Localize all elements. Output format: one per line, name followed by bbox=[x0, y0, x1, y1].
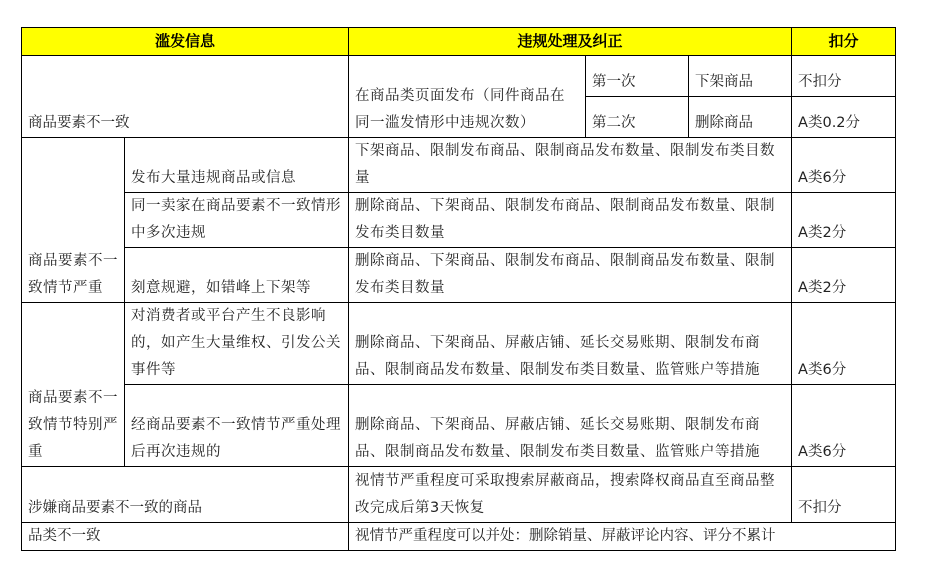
cell-points: A类6分 bbox=[792, 385, 896, 467]
cell-info: 商品要素不一致 bbox=[22, 56, 349, 138]
header-points: 扣分 bbox=[792, 28, 896, 56]
table-row bbox=[22, 467, 896, 523]
table-row bbox=[22, 138, 896, 193]
table-row bbox=[22, 248, 896, 303]
cell-points: A类6分 bbox=[792, 303, 896, 385]
cell-handling: 视情节严重程度可以并处：删除销量、屏蔽评论内容、评分不累计 bbox=[349, 523, 896, 551]
cell-points: A类2分 bbox=[792, 248, 896, 303]
cell-action: 删除商品 bbox=[689, 97, 792, 138]
table-row bbox=[22, 303, 896, 385]
cell-case: 同一卖家在商品要素不一致情形中多次违规 bbox=[125, 193, 349, 248]
cell-info: 涉嫌商品要素不一致的商品 bbox=[22, 467, 349, 523]
cell-handling: 视情节严重程度可采取搜索屏蔽商品，搜索降权商品直至商品整改完成后第3天恢复 bbox=[349, 467, 792, 523]
table-row bbox=[22, 385, 896, 467]
cell-case: 经商品要素不一致情节严重处理后再次违规的 bbox=[125, 385, 349, 467]
cell-action: 下架商品 bbox=[689, 56, 792, 97]
cell-case: 对消费者或平台产生不良影响的，如产生大量维权、引发公关事件等 bbox=[125, 303, 349, 385]
cell-handling: 下架商品、限制发布商品、限制商品发布数量、限制发布类目数量 bbox=[349, 138, 792, 193]
cell-points: 不扣分 bbox=[792, 467, 896, 523]
cell-handling bbox=[349, 56, 586, 138]
header-handling: 违规处理及纠正 bbox=[349, 28, 792, 56]
table-row bbox=[22, 56, 896, 97]
group-label bbox=[22, 303, 125, 467]
cell-points: 不扣分 bbox=[792, 56, 896, 97]
cell-points: A类0.2分 bbox=[792, 97, 896, 138]
cell-handling: 删除商品、下架商品、限制发布商品、限制商品发布数量、限制发布类目数量 bbox=[349, 193, 792, 248]
cell-points: A类2分 bbox=[792, 193, 896, 248]
cell-handling: 删除商品、下架商品、屏蔽店铺、延长交易账期、限制发布商品、限制商品发布数量、限制发布类目数量、监管账户等措施 bbox=[349, 303, 792, 385]
table-row bbox=[22, 193, 896, 248]
handling-text: 在商品类页面发布（同件商品在同一滥发情形中违规次数） bbox=[355, 88, 566, 131]
table-row bbox=[22, 523, 896, 551]
cell-points: A类6分 bbox=[792, 138, 896, 193]
group-label-text: 商品要素不一致情节特别严重 bbox=[28, 390, 118, 460]
header-info: 滥发信息 bbox=[22, 28, 349, 56]
cell-info: 品类不一致 bbox=[22, 523, 349, 551]
cell-case: 发布大量违规商品或信息 bbox=[125, 138, 349, 193]
group-label bbox=[22, 138, 125, 303]
penalty-rules-table bbox=[21, 27, 896, 551]
cell-handling: 删除商品、下架商品、限制发布商品、限制商品发布数量、限制发布类目数量 bbox=[349, 248, 792, 303]
group-label-text: 商品要素不一致情节严重 bbox=[28, 253, 118, 296]
header-row bbox=[22, 28, 896, 56]
cell-case: 刻意规避，如错峰上下架等 bbox=[125, 248, 349, 303]
cell-count: 第一次 bbox=[586, 56, 689, 97]
cell-handling: 删除商品、下架商品、屏蔽店铺、延长交易账期、限制发布商品、限制商品发布数量、限制发布类目数量、监管账户等措施 bbox=[349, 385, 792, 467]
cell-count: 第二次 bbox=[586, 97, 689, 138]
